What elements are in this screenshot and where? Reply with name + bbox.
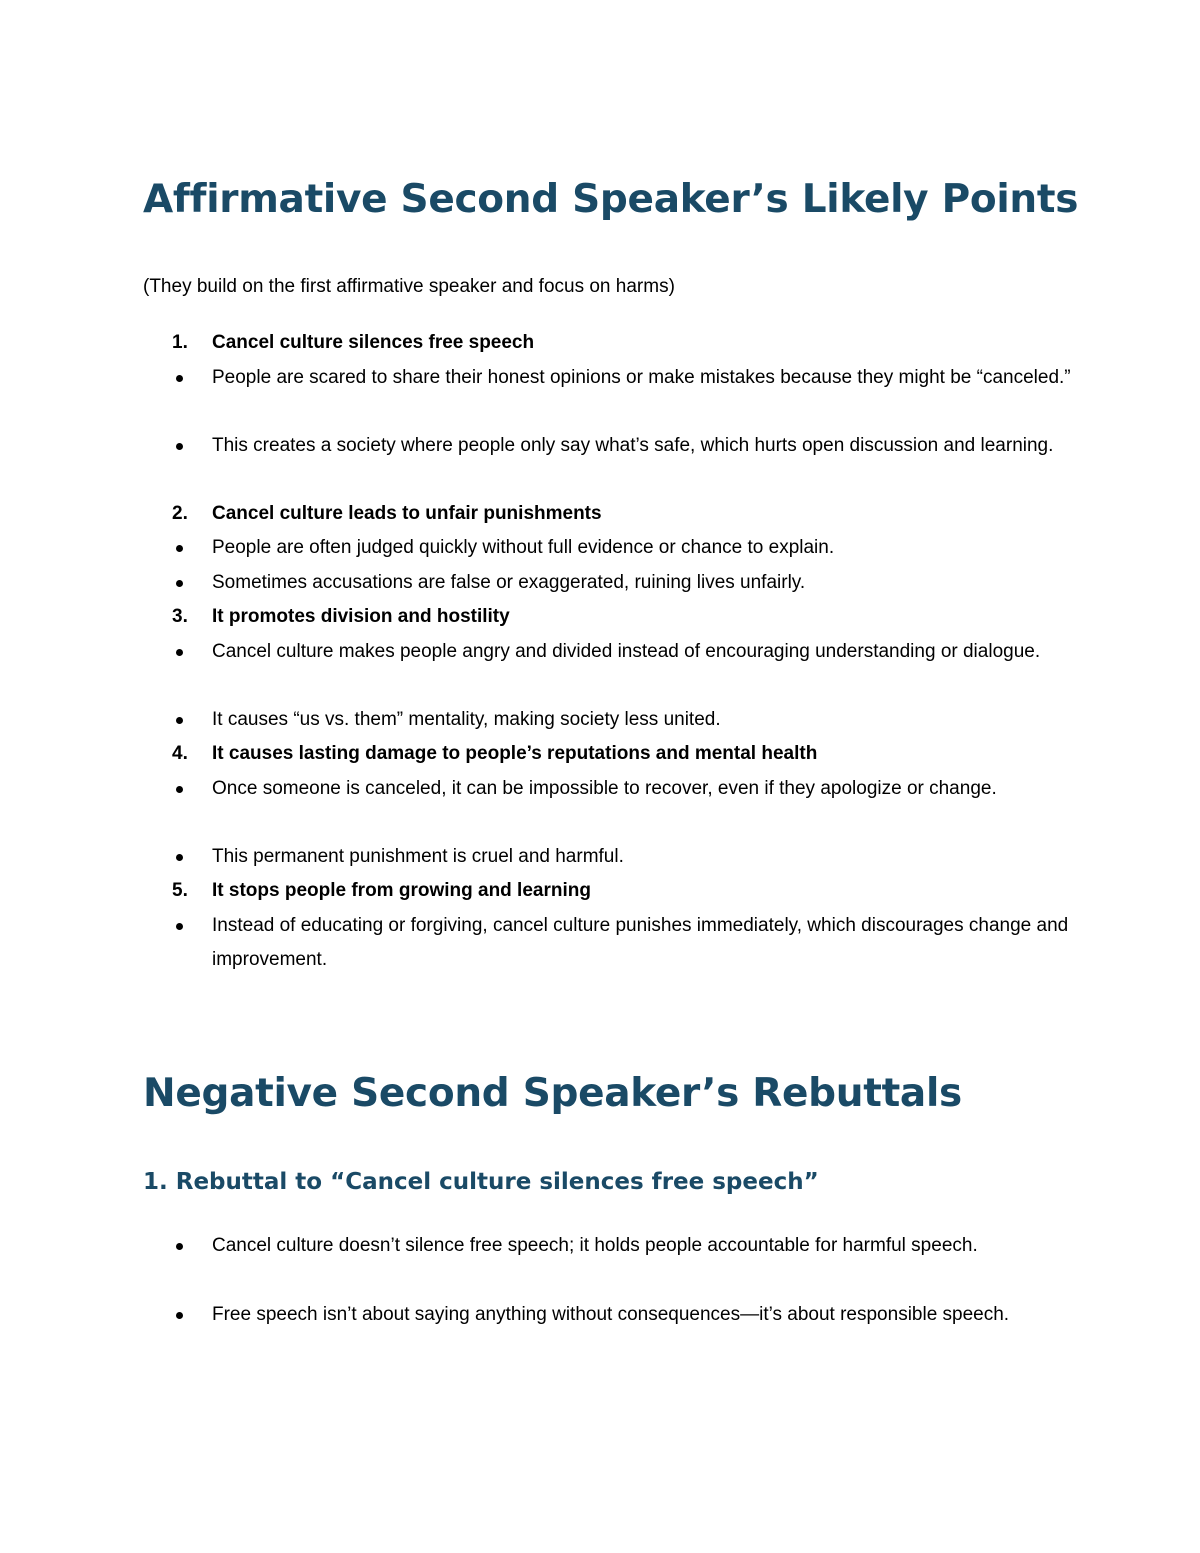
negative-heading: Negative Second Speaker’s Rebuttals [143, 1071, 962, 1116]
bullet-text: People are often judged quickly without full evidence or chance to explain. [212, 537, 835, 558]
bullet-text: It causes “us vs. them” mentality, making society less united. [212, 709, 721, 730]
bullet-text: Free speech isn’t about saying anything without consequences—it’s about responsible speech. [212, 1304, 1010, 1325]
affirmative-heading: Affirmative Second Speaker’s Likely Points [143, 177, 1079, 222]
bullet-icon [176, 854, 183, 861]
bullet-icon [176, 717, 183, 724]
bullet-icon [176, 923, 183, 930]
bullet-text: This permanent punishment is cruel and harmful. [212, 846, 624, 867]
bullet-text: Instead of educating or forgiving, cancel culture punishes immediately, which discourages change and improvement. [212, 915, 1069, 970]
bullet-icon [176, 1243, 183, 1250]
bullet-icon [176, 375, 183, 382]
point-title: Cancel culture leads to unfair punishments [212, 503, 602, 524]
bullet-text: People are scared to share their honest opinions or make mistakes because they might be “canceled.” [212, 367, 1071, 388]
bullet-icon [176, 649, 183, 656]
point-number: 2. [172, 503, 188, 524]
bullet-text: Cancel culture makes people angry and divided instead of encouraging understanding or dialogue. [212, 641, 1041, 662]
point-number: 3. [172, 606, 188, 627]
bullet-icon [176, 545, 183, 552]
point-title: Cancel culture silences free speech [212, 332, 535, 353]
bullet-icon [176, 443, 183, 450]
bullet-text: This creates a society where people only say what’s safe, which hurts open discussion and learning. [212, 435, 1054, 456]
point-number: 4. [172, 743, 188, 764]
point-title: It stops people from growing and learning [212, 880, 591, 901]
rebuttal-subheading: 1. Rebuttal to “Cancel culture silences free speech” [143, 1169, 819, 1195]
bullet-text: Sometimes accusations are false or exaggerated, ruining lives unfairly. [212, 572, 806, 593]
point-title: It causes lasting damage to people’s reputations and mental health [212, 743, 818, 764]
bullet-text: Cancel culture doesn’t silence free speech; it holds people accountable for harmful speech. [212, 1235, 978, 1256]
point-number: 1. [172, 332, 188, 353]
point-title: It promotes division and hostility [212, 606, 510, 627]
bullet-icon [176, 580, 183, 587]
affirmative-intro: (They build on the first affirmative speaker and focus on harms) [143, 276, 675, 297]
bullet-text: Once someone is canceled, it can be impossible to recover, even if they apologize or change. [212, 778, 997, 799]
bullet-icon [176, 786, 183, 793]
bullet-icon [176, 1312, 183, 1319]
point-number: 5. [172, 880, 188, 901]
